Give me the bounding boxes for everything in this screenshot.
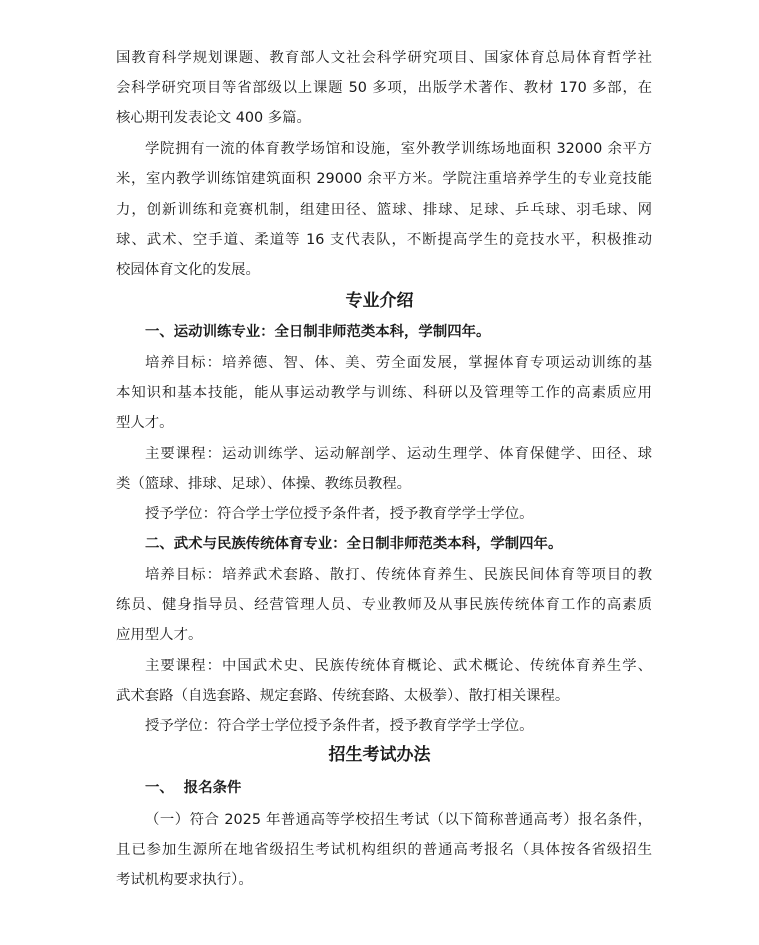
major2-degree: 授予学位：符合学士学位授予条件者，授予教育学学士学位。 bbox=[145, 718, 534, 734]
major1-degree: 授予学位：符合学士学位授予条件者，授予教育学学士学位。 bbox=[145, 506, 534, 522]
major2-courses-line: 武术套路（自选套路、规定套路、传统套路、太极拳）、散打相关课程。 bbox=[116, 688, 570, 704]
registration-line: 考试机构要求执行）。 bbox=[116, 872, 253, 888]
registration-line: 且已参加生源所在地省级招生考试机构组织的普通高考报名（具体按各省级招生 bbox=[116, 842, 652, 858]
major1-goal-line: 本知识和基本技能，能从事运动教学与训练、科研以及管理等工作的高素质应用 bbox=[116, 385, 652, 401]
intro-line: 核心期刊发表论文 400 多篇。 bbox=[116, 110, 311, 126]
facilities-line: 力，创新训练和竞赛机制，组建田径、篮球、排球、足球、乒乓球、羽毛球、网 bbox=[116, 202, 652, 218]
major1-courses-line: 主要课程：运动训练学、运动解剖学、运动生理学、体育保健学、田径、球 bbox=[145, 446, 652, 462]
major1-goal-line: 培养目标：培养德、智、体、美、劳全面发展，掌握体育专项运动训练的基 bbox=[145, 355, 652, 371]
facilities-line: 校园体育文化的发展。 bbox=[116, 262, 260, 278]
major2-courses-line: 主要课程：中国武术史、民族传统体育概论、武术概论、传统体育养生学、 bbox=[145, 658, 652, 674]
facilities-line: 米，室内教学训练馆建筑面积 29000 余平方米。学院注重培养学生的专业竞技能 bbox=[116, 171, 652, 187]
intro-line: 会科学研究项目等省部级以上课题 50 多项，出版学术著作、教材 170 多部，在 bbox=[116, 80, 652, 96]
facilities-line: 学院拥有一流的体育教学场馆和设施，室外教学训练场地面积 32000 余平方 bbox=[145, 141, 652, 157]
major2-heading: 二、武术与民族传统体育专业：全日制非师范类本科，学制四年。 bbox=[145, 536, 563, 552]
registration-heading: 一、 报名条件 bbox=[145, 780, 242, 796]
major2-goal-line: 应用型人才。 bbox=[116, 627, 203, 643]
major1-heading: 一、运动训练专业：全日制非师范类本科，学制四年。 bbox=[145, 324, 491, 340]
major1-courses-line: 类（篮球、排球、足球）、体操、教练员教程。 bbox=[116, 476, 412, 492]
facilities-line: 球、武术、空手道、柔道等 16 支代表队，不断提高学生的竞技水平，积极推动 bbox=[116, 232, 652, 248]
section-title-majors: 专业介绍 bbox=[345, 291, 414, 311]
major2-goal-line: 培养目标：培养武术套路、散打、传统体育养生、民族民间体育等项目的教 bbox=[145, 567, 652, 583]
section-title-admission: 招生考试办法 bbox=[328, 745, 431, 765]
registration-line: （一）符合 2025 年普通高等学校招生考试（以下简称普通高考）报名条件， bbox=[145, 812, 652, 828]
major2-goal-line: 练员、健身指导员、经营管理人员、专业教师及从事民族传统体育工作的高素质 bbox=[116, 597, 652, 613]
intro-line: 国教育科学规划课题、教育部人文社会科学研究项目、国家体育总局体育哲学社 bbox=[116, 50, 652, 66]
major1-goal-line: 型人才。 bbox=[116, 415, 174, 431]
